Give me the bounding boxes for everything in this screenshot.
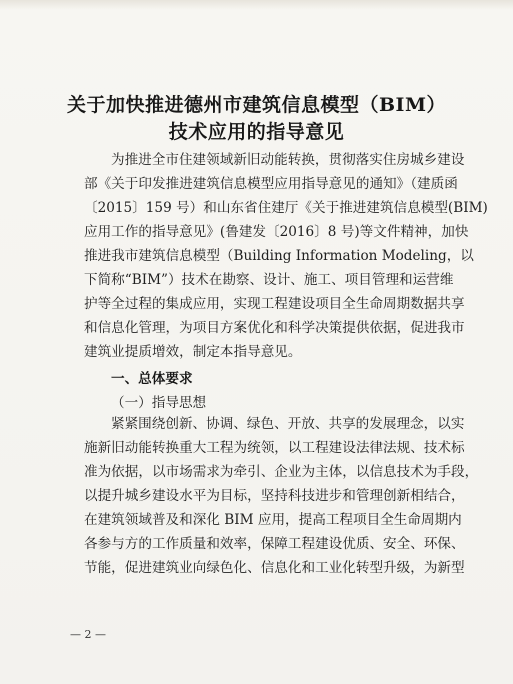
intro-line-4: 应用工作的指导意见》(鲁建发〔2016〕8 号)等文件精神，加快 (84, 224, 469, 240)
page-number: — 2 — (70, 628, 106, 641)
intro-line-7: 护等全过程的集成应用，实现工程建设项目全生命周期数据共享 (84, 296, 465, 312)
document-title-line-2: 技术应用的指导意见 (168, 121, 345, 143)
guide-line-6: 各参与方的工作质量和效率，保障工程建设优质、安全、环保、 (84, 536, 465, 552)
subsection-heading-guiding-ideology: （一）指导思想 (111, 395, 207, 411)
intro-line-2: 部《关于印发推进建筑信息模型应用指导意见的通知》（建质函 (84, 176, 458, 192)
section-heading-general-requirements: 一、总体要求 (111, 371, 193, 387)
intro-line-6: 下简称“BIM”）技术在勘察、设计、施工、项目管理和运营维 (84, 272, 454, 288)
intro-line-9: 建筑业提质增效，制定本指导意见。 (84, 344, 302, 360)
guide-line-5: 在建筑领域普及和深化 BIM 应用，提高工程项目全生命周期内 (84, 512, 462, 528)
guide-line-4: 以提升城乡建设水平为目标，坚持科技进步和管理创新相结合， (84, 488, 465, 504)
page-top-edge (0, 0, 513, 10)
intro-line-8: 和信息化管理，为项目方案优化和科学决策提供依据，促进我市 (84, 320, 465, 336)
guide-line-1: 紧紧围绕创新、协调、绿色、开放、共享的发展理念，以实 (111, 416, 465, 432)
intro-line-1: 为推进全市住建领域新旧动能转换，贯彻落实住房城乡建设 (111, 152, 465, 168)
document-title-line-1: 关于加快推进德州市建筑信息模型（BIM） (67, 94, 446, 116)
guide-line-7: 节能，促进建筑业向绿色化、信息化和工业化转型升级，为新型 (84, 560, 465, 576)
intro-line-3: 〔2015〕159 号）和山东省住建厅《关于推进建筑信息模型(BIM) (84, 200, 488, 216)
guide-line-3: 准为依据，以市场需求为牵引、企业为主体，以信息技术为手段， (84, 464, 479, 480)
guide-line-2: 施新旧动能转换重大工程为统领，以工程建设法律法规、技术标 (84, 440, 465, 456)
intro-line-5: 推进我市建筑信息模型（Building Information Modeling，以 (84, 248, 474, 264)
